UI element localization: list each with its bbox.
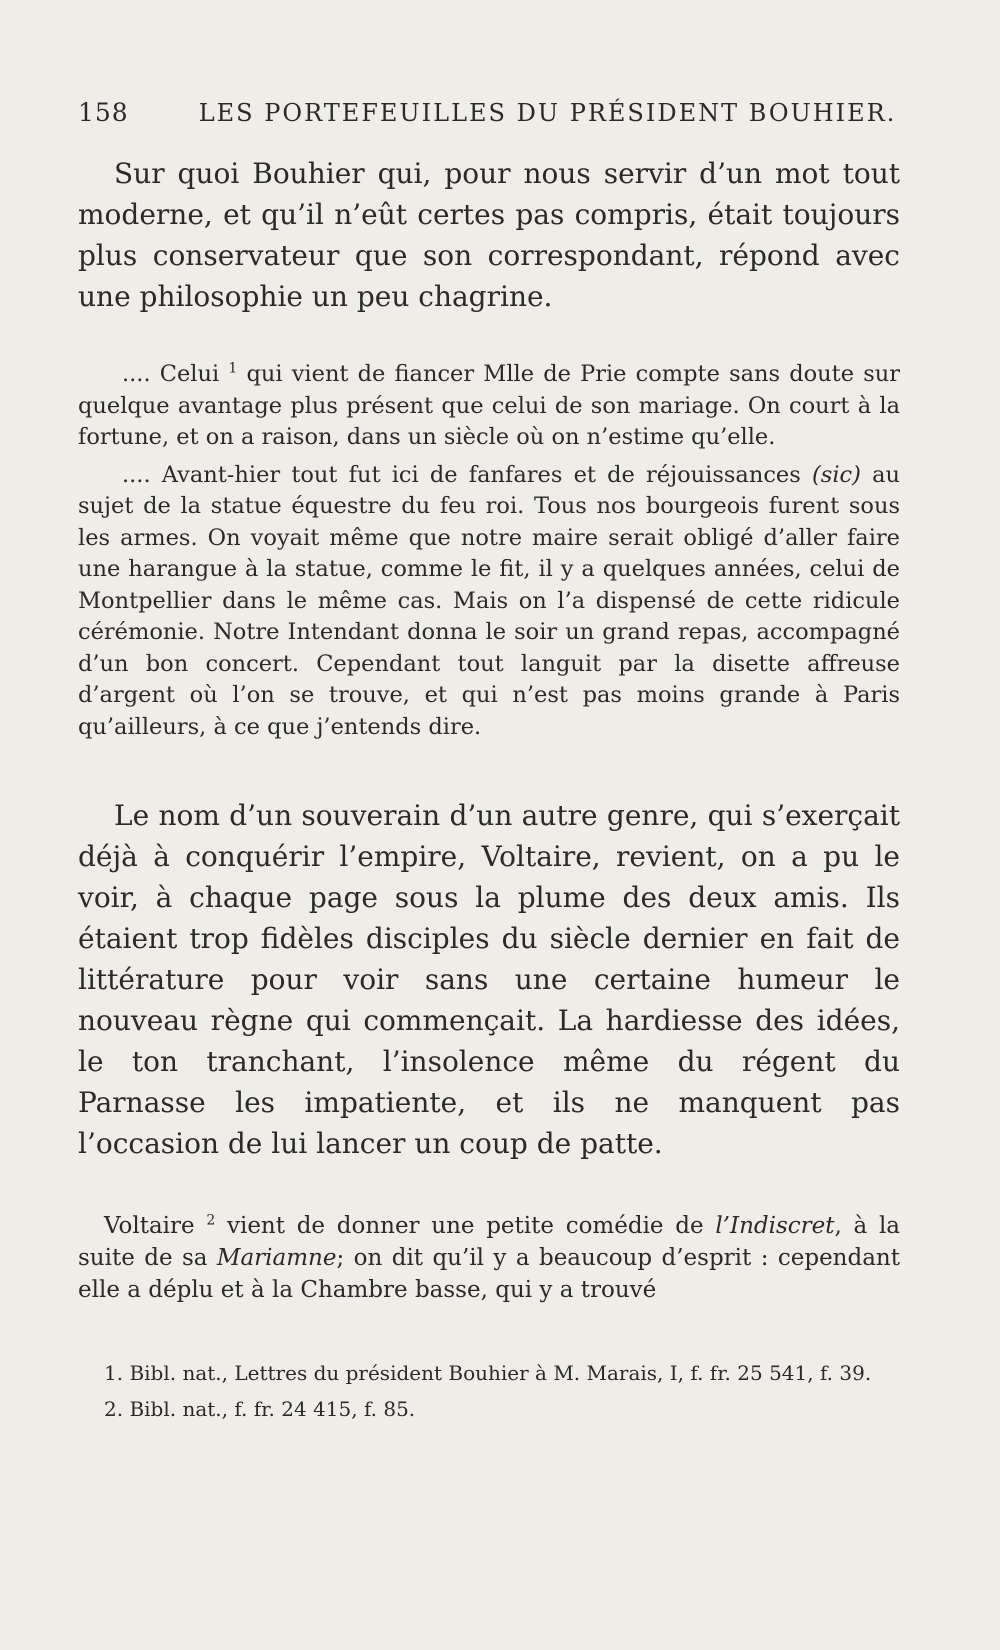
quote-3-lead: Voltaire (104, 1213, 195, 1239)
footnote-ref-1: 1 (228, 360, 238, 377)
quote-paragraph-1 (78, 359, 900, 454)
quote-3-title-2: Mariamne (216, 1245, 337, 1271)
quote-3-title-1: l’Indiscret (715, 1213, 835, 1239)
quote-3-part-c: ; on dit qu’il y a beaucoup d’esprit : cependant elle a déplu et à la Chambre basse, qui y a trouvé (78, 1245, 900, 1303)
footnotes (78, 1358, 900, 1424)
quoted-letter-excerpt-2 (78, 1210, 900, 1306)
body-paragraph-2: Le nom d’un souverain d’un autre genre, qui s’exerçait déjà à conquérir l’empire, Voltaire, revient, on a pu le voir, à chaque page sous la plume des deux amis. Ils étaient trop fidèles disciples du siècle dernier en fait de littérature pour voir sans une certaine humeur le nouveau règne qui commençait. La hardiesse des idées, le ton tranchant, l’insolence même du régent du Parnasse les impatiente, et ils ne manquent pas l’occasion de lui lancer un coup de patte. (78, 799, 900, 1160)
body-paragraph-1: Sur quoi Bouhier qui, pour nous servir d’un mot tout moderne, et qu’il n’eût certes pas compris, était toujours plus conservateur que son correspondant, répond avec une philosophie un peu chagrine. (78, 157, 900, 313)
quote-1-text: qui vient de fiancer Mlle de Prie compte sans doute sur quelque avantage plus présent que celui de son mariage. On court à la fortune, et on a raison, dans un siècle où on n’estime qu’elle. (78, 361, 900, 450)
footnote-2: 2. Bibl. nat., f. fr. 24 415, f. 85. (104, 1397, 416, 1421)
page-number: 158 (78, 98, 129, 127)
footnote-1: 1. Bibl. nat., Lettres du président Bouhier à M. Marais, I, f. fr. 25 541, f. 39. (104, 1361, 872, 1385)
quote-3-part-a: vient de donner une petite comédie de (215, 1213, 716, 1239)
footnote-ref-2: 2 (206, 1212, 216, 1229)
quote-2-lead: .... Avant-hier tout fut ici de fanfares et de réjouissances (122, 461, 812, 488)
quote-1-lead: .... Celui (122, 361, 220, 387)
quote-2-text: au sujet de la statue équestre du feu roi. Tous nos bourgeois furent sous les armes. On voyait même que notre maire serait obligé d’aller faire une harangue à la statue, comme le fit, il y a quelques années, celui de Montpellier dans le même cas. Mais on l’a dispensé de cette ridicule cérémonie. Notre Intendant donna le soir un grand repas, accompagné d’un bon concert. Cependant tout languit par la disette affreuse d’argent où l’on se trouve, et qui n’est pas moins grande à Paris qu’ailleurs, à ce que j’entends dire. (78, 461, 901, 740)
running-title: LES PORTEFEUILLES DU PRÉSIDENT BOUHIER. (198, 99, 897, 127)
quoted-letter-excerpt (78, 359, 900, 743)
quote-paragraph-2 (78, 460, 900, 744)
quote-2-sic: (sic) (812, 461, 861, 488)
quote-3-part-b: , à la suite de sa (78, 1213, 901, 1271)
running-head (78, 98, 900, 127)
quote-paragraph-3 (78, 1210, 900, 1306)
